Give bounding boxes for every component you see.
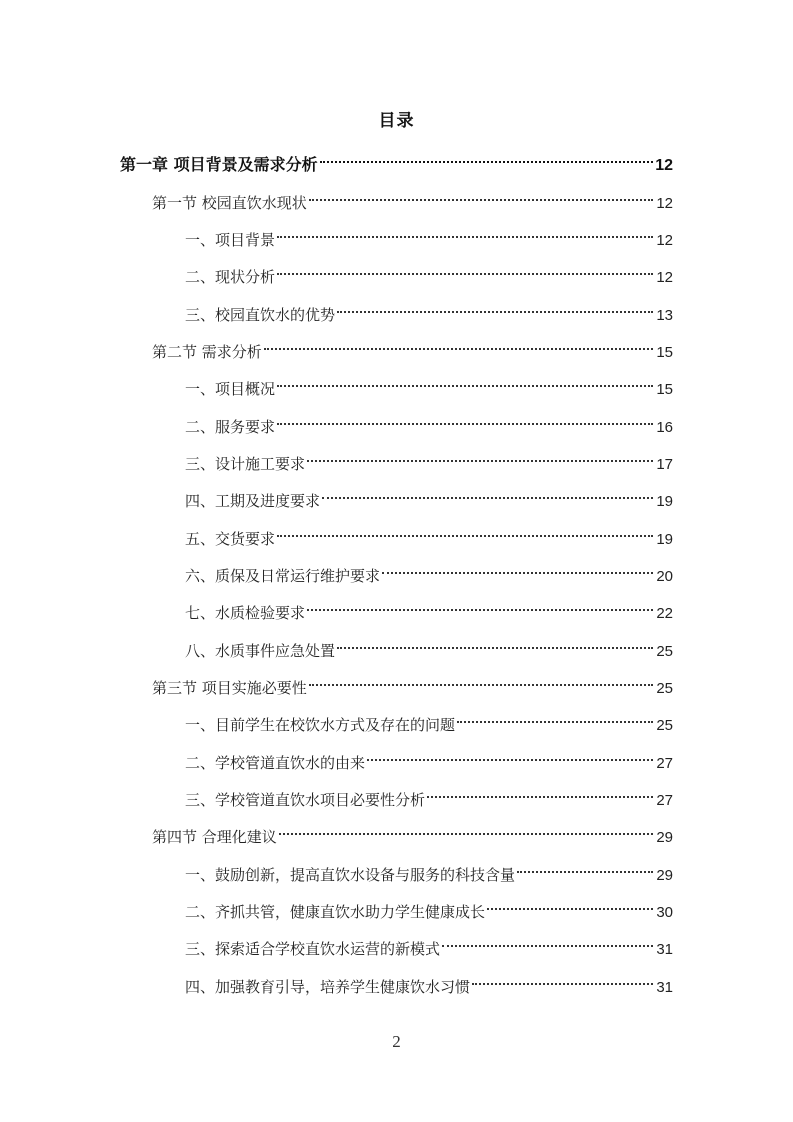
toc-dot-leader [277, 256, 653, 282]
toc-entry-item[interactable] [185, 779, 673, 809]
toc-dot-leader [307, 592, 653, 618]
toc-dot-leader [337, 630, 653, 656]
toc-entry-label: 一、项目背景 [185, 231, 276, 249]
toc-entry-label: 一、项目概况 [185, 380, 276, 398]
toc-dot-leader [427, 779, 653, 805]
toc-entry-page: 15 [656, 344, 673, 361]
toc-entry-item[interactable] [185, 592, 673, 622]
toc-entry-label: 第一节 校园直饮水现状 [152, 194, 307, 212]
toc-entry-page: 12 [656, 269, 673, 286]
toc-dot-leader [264, 331, 653, 357]
toc-entry-label: 四、工期及进度要求 [185, 492, 321, 510]
toc-dot-leader [367, 742, 653, 768]
toc-dot-leader [309, 667, 653, 693]
toc-dot-leader [487, 891, 653, 917]
toc-entry-label: 第四节 合理化建议 [152, 828, 277, 846]
toc-entry-page: 29 [656, 829, 673, 846]
toc-entry-item[interactable] [185, 406, 673, 436]
toc-entry-item[interactable] [185, 219, 673, 249]
toc-entry-item[interactable] [185, 555, 673, 585]
toc-entry-label: 五、交货要求 [185, 530, 276, 548]
toc-dot-leader [517, 854, 653, 880]
toc-dot-leader [442, 928, 653, 954]
toc-entry-label: 第一章 项目背景及需求分析 [120, 155, 318, 174]
toc-entry-label: 二、齐抓共管，健康直饮水助力学生健康成长 [185, 903, 486, 921]
toc-entry-section-4[interactable] [152, 816, 673, 846]
toc-entry-item[interactable] [185, 630, 673, 660]
toc-entry-page: 31 [656, 979, 673, 996]
toc-entry-page: 25 [656, 680, 673, 697]
page-number: 2 [392, 1032, 401, 1051]
toc-entry-item[interactable] [185, 368, 673, 398]
toc-entry-page: 15 [656, 381, 673, 398]
toc-entry-page: 13 [656, 307, 673, 324]
toc-entry-label: 二、服务要求 [185, 418, 276, 436]
toc-dot-leader [322, 480, 653, 506]
toc-entry-page: 25 [656, 717, 673, 734]
toc-entry-item[interactable] [185, 480, 673, 510]
toc-entry-label: 二、现状分析 [185, 268, 276, 286]
toc-entry-page: 17 [656, 456, 673, 473]
toc-dot-leader [277, 406, 653, 432]
toc-entry-item[interactable] [185, 518, 673, 548]
toc-entry-page: 22 [656, 605, 673, 622]
toc-entry-page: 12 [656, 195, 673, 212]
toc-entry-item[interactable] [185, 742, 673, 772]
toc-entry-label: 三、设计施工要求 [185, 455, 306, 473]
toc-entry-label: 一、鼓励创新，提高直饮水设备与服务的科技含量 [185, 866, 516, 884]
toc-dot-leader [457, 704, 653, 730]
toc-entry-label: 第二节 需求分析 [152, 343, 262, 361]
toc-dot-leader [382, 555, 653, 581]
toc-entry-page: 25 [656, 643, 673, 660]
toc-entry-label: 三、探索适合学校直饮水运营的新模式 [185, 940, 441, 958]
toc-entry-item[interactable] [185, 294, 673, 324]
toc-entry-label: 二、学校管道直饮水的由来 [185, 754, 366, 772]
toc-entry-page: 16 [656, 419, 673, 436]
toc-dot-leader [472, 966, 653, 992]
toc-entry-label: 六、质保及日常运行维护要求 [185, 567, 381, 585]
toc-entry-item[interactable] [185, 891, 673, 921]
toc-entry-page: 30 [656, 904, 673, 921]
toc-entry-label: 一、目前学生在校饮水方式及存在的问题 [185, 716, 456, 734]
toc-entry-item[interactable] [185, 704, 673, 734]
toc-entry-item[interactable] [185, 256, 673, 286]
toc-dot-leader [279, 816, 653, 842]
toc-dot-leader [320, 144, 653, 170]
toc-entry-label: 三、学校管道直饮水项目必要性分析 [185, 791, 426, 809]
toc-entry-page: 12 [655, 157, 673, 174]
toc-entry-page: 27 [656, 792, 673, 809]
toc-entry-page: 20 [656, 568, 673, 585]
toc-entry-label: 三、校园直饮水的优势 [185, 306, 336, 324]
toc-entry-chapter-1[interactable] [120, 144, 673, 174]
toc-entry-label: 八、水质事件应急处置 [185, 642, 336, 660]
toc-dot-leader [277, 518, 653, 544]
toc-entry-page: 12 [656, 232, 673, 249]
toc-dot-leader [307, 443, 653, 469]
toc-entry-section-2[interactable] [152, 331, 673, 361]
toc-dot-leader [337, 294, 653, 320]
toc-entry-section-3[interactable] [152, 667, 673, 697]
toc-entry-page: 29 [656, 867, 673, 884]
toc-entry-item[interactable] [185, 854, 673, 884]
toc-entry-label: 四、加强教育引导，培养学生健康饮水习惯 [185, 978, 471, 996]
toc-entry-item[interactable] [185, 966, 673, 996]
toc-dot-leader [277, 368, 653, 394]
toc-dot-leader [277, 219, 653, 245]
toc-entry-page: 31 [656, 941, 673, 958]
toc-entry-section-1[interactable] [152, 182, 673, 212]
toc-entry-page: 19 [656, 531, 673, 548]
toc-entry-page: 19 [656, 493, 673, 510]
toc-title: 目录 [378, 111, 415, 131]
toc-entry-page: 27 [656, 755, 673, 772]
toc-entry-label: 第三节 项目实施必要性 [152, 679, 307, 697]
toc-dot-leader [309, 182, 653, 208]
toc-entry-item[interactable] [185, 928, 673, 958]
toc-entry-item[interactable] [185, 443, 673, 473]
toc-entry-label: 七、水质检验要求 [185, 604, 306, 622]
